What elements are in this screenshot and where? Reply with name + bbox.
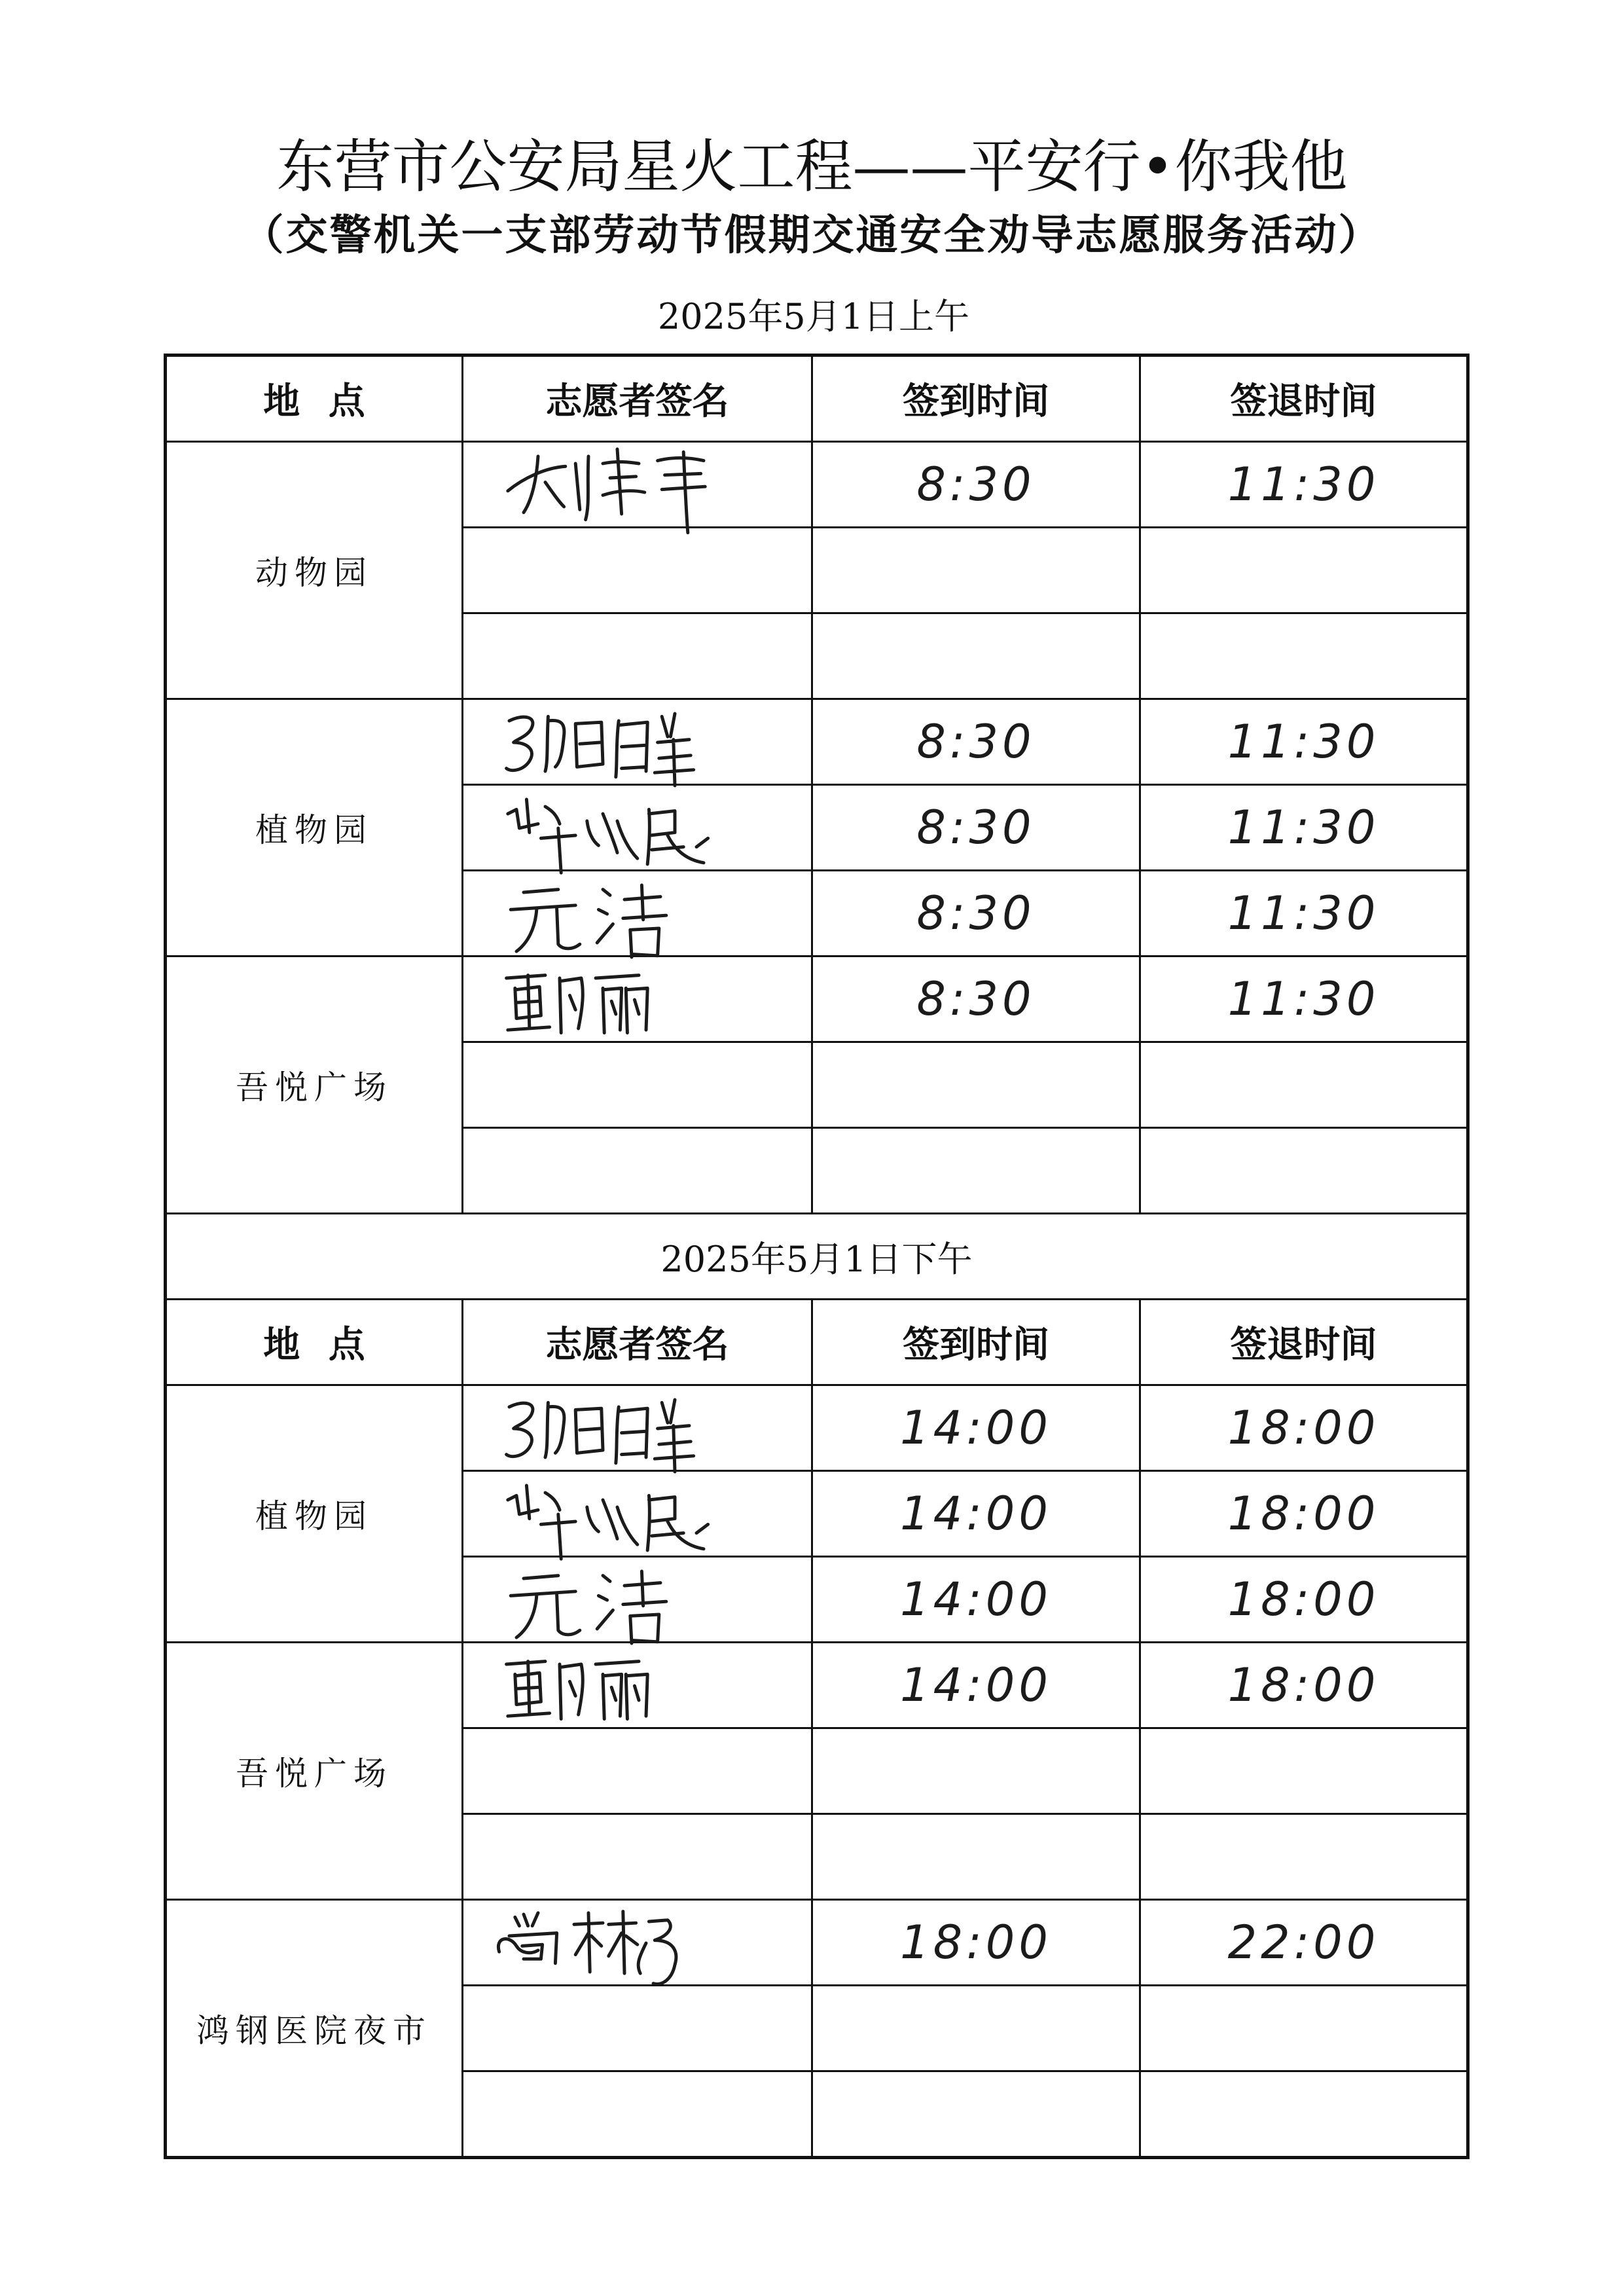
checkout-time xyxy=(1140,1814,1468,1900)
signature-cell xyxy=(463,528,812,613)
checkin-time: 14:00 xyxy=(812,1643,1140,1728)
document-title: 东营市公安局星火工程——平安行•你我他 xyxy=(276,133,1348,200)
checkout-time: 18:00 xyxy=(1140,1471,1468,1557)
checkin-time: 8:30 xyxy=(812,957,1140,1042)
handwritten-signature-icon xyxy=(495,1893,711,1994)
checkin-time xyxy=(812,613,1140,699)
table-row xyxy=(166,1900,1468,1986)
location-cell: 吾悦广场 xyxy=(166,957,463,1214)
checkout-time: 18:00 xyxy=(1140,1557,1468,1643)
signature-cell xyxy=(463,1128,812,1214)
table-row xyxy=(166,1643,1468,1728)
signature-cell xyxy=(463,871,812,957)
signature-cell xyxy=(463,442,812,528)
handwritten-signature-icon xyxy=(495,949,711,1050)
signature-cell xyxy=(463,613,812,699)
checkin-time: 14:00 xyxy=(812,1471,1140,1557)
signature-cell xyxy=(463,2071,812,2158)
checkout-time: 11:30 xyxy=(1140,699,1468,785)
session-date-afternoon: 2025年5月1日下午 xyxy=(166,1214,1468,1300)
checkout-time xyxy=(1140,528,1468,613)
checkout-time: 18:00 xyxy=(1140,1385,1468,1471)
location-cell: 吾悦广场 xyxy=(166,1643,463,1900)
sign-in-table xyxy=(164,354,1470,2159)
checkin-time: 8:30 xyxy=(812,785,1140,871)
checkout-time xyxy=(1140,1128,1468,1214)
signature-cell xyxy=(463,1557,812,1643)
checkout-time xyxy=(1140,2071,1468,2158)
signature-cell xyxy=(463,1385,812,1471)
signature-cell xyxy=(463,1042,812,1128)
checkin-time xyxy=(812,1042,1140,1128)
table-row xyxy=(166,699,1468,785)
checkout-time xyxy=(1140,1986,1468,2071)
signature-cell xyxy=(463,1728,812,1814)
header-checkout: 签退时间 xyxy=(1140,1300,1468,1385)
checkout-time: 22:00 xyxy=(1140,1900,1468,1986)
table-header-row xyxy=(166,355,1468,442)
location-cell: 鸿钢医院夜市 xyxy=(166,1900,463,2158)
signature-cell xyxy=(463,957,812,1042)
checkin-time xyxy=(812,2071,1140,2158)
signature-cell xyxy=(463,1986,812,2071)
signature-cell xyxy=(463,1643,812,1728)
checkout-time xyxy=(1140,613,1468,699)
location-cell: 植物园 xyxy=(166,1385,463,1643)
checkin-time xyxy=(812,1728,1140,1814)
table-row xyxy=(166,1385,1468,1471)
checkin-time xyxy=(812,1986,1140,2071)
header-checkin: 签到时间 xyxy=(812,355,1140,442)
location-cell: 动物园 xyxy=(166,442,463,699)
checkin-time xyxy=(812,1814,1140,1900)
signature-cell xyxy=(463,1471,812,1557)
checkout-time: 18:00 xyxy=(1140,1643,1468,1728)
signature-cell xyxy=(463,699,812,785)
checkout-time: 11:30 xyxy=(1140,871,1468,957)
table-row xyxy=(166,957,1468,1042)
checkin-time: 8:30 xyxy=(812,699,1140,785)
table-row xyxy=(166,442,1468,528)
table-header-row xyxy=(166,1300,1468,1385)
header-location: 地 点 xyxy=(166,1300,463,1385)
checkin-time: 8:30 xyxy=(812,871,1140,957)
header-signature: 志愿者签名 xyxy=(463,1300,812,1385)
checkout-time: 11:30 xyxy=(1140,442,1468,528)
checkin-time: 14:00 xyxy=(812,1385,1140,1471)
signature-cell xyxy=(463,1814,812,1900)
location-cell: 植物园 xyxy=(166,699,463,957)
handwritten-signature-icon xyxy=(495,1635,711,1736)
checkin-time: 18:00 xyxy=(812,1900,1140,1986)
header-checkout: 签退时间 xyxy=(1140,355,1468,442)
header-signature: 志愿者签名 xyxy=(463,355,812,442)
checkout-time xyxy=(1140,1728,1468,1814)
checkout-time: 11:30 xyxy=(1140,957,1468,1042)
checkout-time: 11:30 xyxy=(1140,785,1468,871)
checkin-time: 14:00 xyxy=(812,1557,1140,1643)
session-date-row xyxy=(166,1214,1468,1300)
session-date-morning: 2025年5月1日上午 xyxy=(657,296,970,337)
header-checkin: 签到时间 xyxy=(812,1300,1140,1385)
handwritten-signature-icon xyxy=(495,435,711,536)
document-subtitle: （交警机关一支部劳动节假期交通安全劝导志愿服务活动） xyxy=(242,211,1382,260)
checkin-time xyxy=(812,1128,1140,1214)
checkout-time xyxy=(1140,1042,1468,1128)
checkin-time xyxy=(812,528,1140,613)
signature-cell xyxy=(463,1900,812,1986)
header-location: 地 点 xyxy=(166,355,463,442)
checkin-time: 8:30 xyxy=(812,442,1140,528)
signature-cell xyxy=(463,785,812,871)
